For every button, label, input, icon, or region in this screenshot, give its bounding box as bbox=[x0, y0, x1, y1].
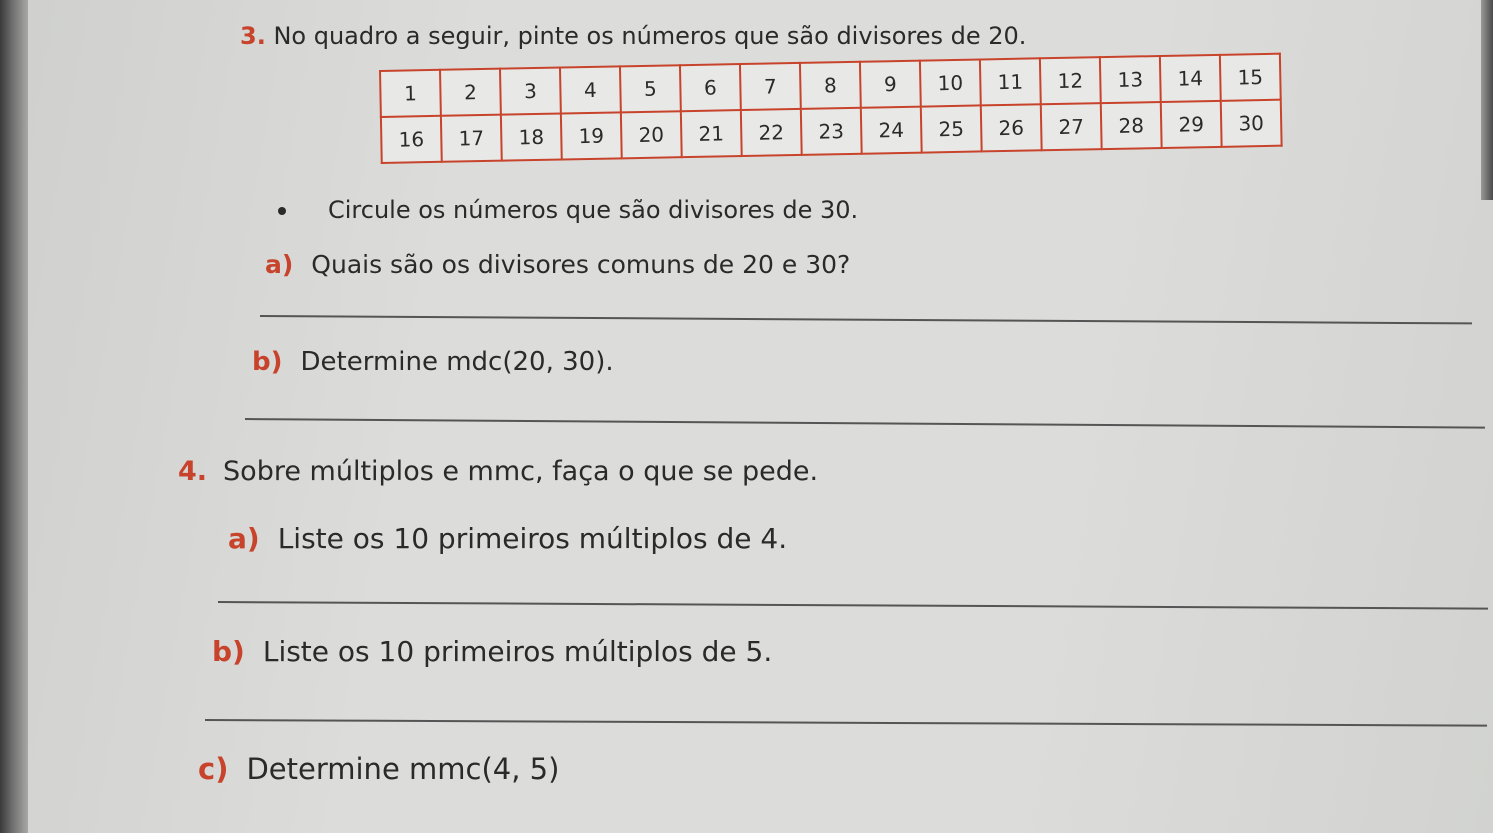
grid-cell[interactable]: 16 bbox=[381, 116, 442, 163]
question-3a-label: a) bbox=[265, 250, 294, 279]
question-4c-label: c) bbox=[198, 752, 229, 786]
grid-cell[interactable]: 29 bbox=[1161, 101, 1222, 148]
page-shadow-right bbox=[1481, 0, 1493, 200]
grid-cell[interactable]: 4 bbox=[560, 66, 621, 113]
grid-cell[interactable]: 5 bbox=[620, 65, 681, 112]
grid-cell[interactable]: 19 bbox=[561, 112, 622, 159]
question-4c-text: Determine mmc(4, 5) bbox=[246, 752, 560, 786]
grid-cell[interactable]: 9 bbox=[860, 61, 921, 108]
page-shadow-left bbox=[0, 0, 28, 833]
answer-line-3b[interactable] bbox=[245, 418, 1485, 428]
question-4c bbox=[198, 752, 559, 786]
grid-cell[interactable]: 28 bbox=[1101, 102, 1162, 149]
question-4 bbox=[178, 456, 818, 487]
grid-cell[interactable]: 10 bbox=[920, 59, 981, 106]
grid-cell[interactable]: 21 bbox=[681, 110, 742, 157]
grid-cell[interactable]: 12 bbox=[1040, 57, 1101, 104]
bullet-instruction bbox=[278, 196, 858, 224]
grid-cell[interactable]: 30 bbox=[1221, 100, 1282, 147]
grid-cell[interactable]: 14 bbox=[1160, 55, 1221, 102]
question-4b bbox=[212, 635, 772, 668]
question-3b-text: Determine mdc(20, 30). bbox=[300, 347, 614, 377]
grid-cell[interactable]: 20 bbox=[621, 111, 682, 158]
grid-cell[interactable]: 23 bbox=[801, 108, 862, 155]
bullet-icon bbox=[278, 207, 286, 215]
question-4a-text: Liste os 10 primeiros múltiplos de 4. bbox=[277, 522, 788, 555]
question-3 bbox=[240, 22, 1026, 50]
question-4a bbox=[228, 522, 787, 555]
grid-cell[interactable]: 6 bbox=[680, 64, 741, 111]
bullet-text: Circule os números que são divisores de 30. bbox=[328, 196, 859, 224]
grid-cell[interactable]: 24 bbox=[861, 107, 922, 154]
grid-cell[interactable]: 8 bbox=[800, 62, 861, 109]
grid-cell[interactable]: 17 bbox=[441, 115, 502, 162]
question-3-number: 3. bbox=[240, 22, 266, 50]
grid-cell[interactable]: 11 bbox=[980, 58, 1041, 105]
number-grid bbox=[379, 53, 1283, 164]
grid-cell[interactable]: 27 bbox=[1041, 103, 1102, 150]
question-3-text: No quadro a seguir, pinte os números que são divisores de 20. bbox=[273, 22, 1027, 50]
grid-cell[interactable]: 13 bbox=[1100, 56, 1161, 103]
grid-cell[interactable]: 26 bbox=[981, 104, 1042, 151]
grid-cell[interactable]: 22 bbox=[741, 109, 802, 156]
question-4-number: 4. bbox=[178, 456, 208, 487]
question-3a bbox=[265, 250, 850, 279]
question-3a-text: Quais são os divisores comuns de 20 e 30? bbox=[311, 250, 851, 279]
grid-cell[interactable]: 3 bbox=[500, 68, 561, 115]
question-4b-text: Liste os 10 primeiros múltiplos de 5. bbox=[262, 635, 773, 668]
grid-cell[interactable]: 25 bbox=[921, 105, 982, 152]
grid-cell[interactable]: 7 bbox=[740, 63, 801, 110]
grid-cell[interactable]: 1 bbox=[380, 70, 441, 117]
question-3b bbox=[252, 347, 614, 377]
answer-line-3a[interactable] bbox=[260, 315, 1472, 324]
question-4a-label: a) bbox=[228, 522, 260, 555]
grid-cell[interactable]: 18 bbox=[501, 114, 562, 161]
question-3b-label: b) bbox=[252, 347, 283, 377]
question-4b-label: b) bbox=[212, 635, 245, 668]
answer-line-4b[interactable] bbox=[205, 719, 1487, 726]
grid-cell[interactable]: 2 bbox=[440, 69, 501, 116]
question-4-text: Sobre múltiplos e mmc, faça o que se pede. bbox=[223, 456, 819, 487]
grid-cell[interactable]: 15 bbox=[1220, 54, 1281, 101]
answer-line-4a[interactable] bbox=[218, 601, 1488, 609]
